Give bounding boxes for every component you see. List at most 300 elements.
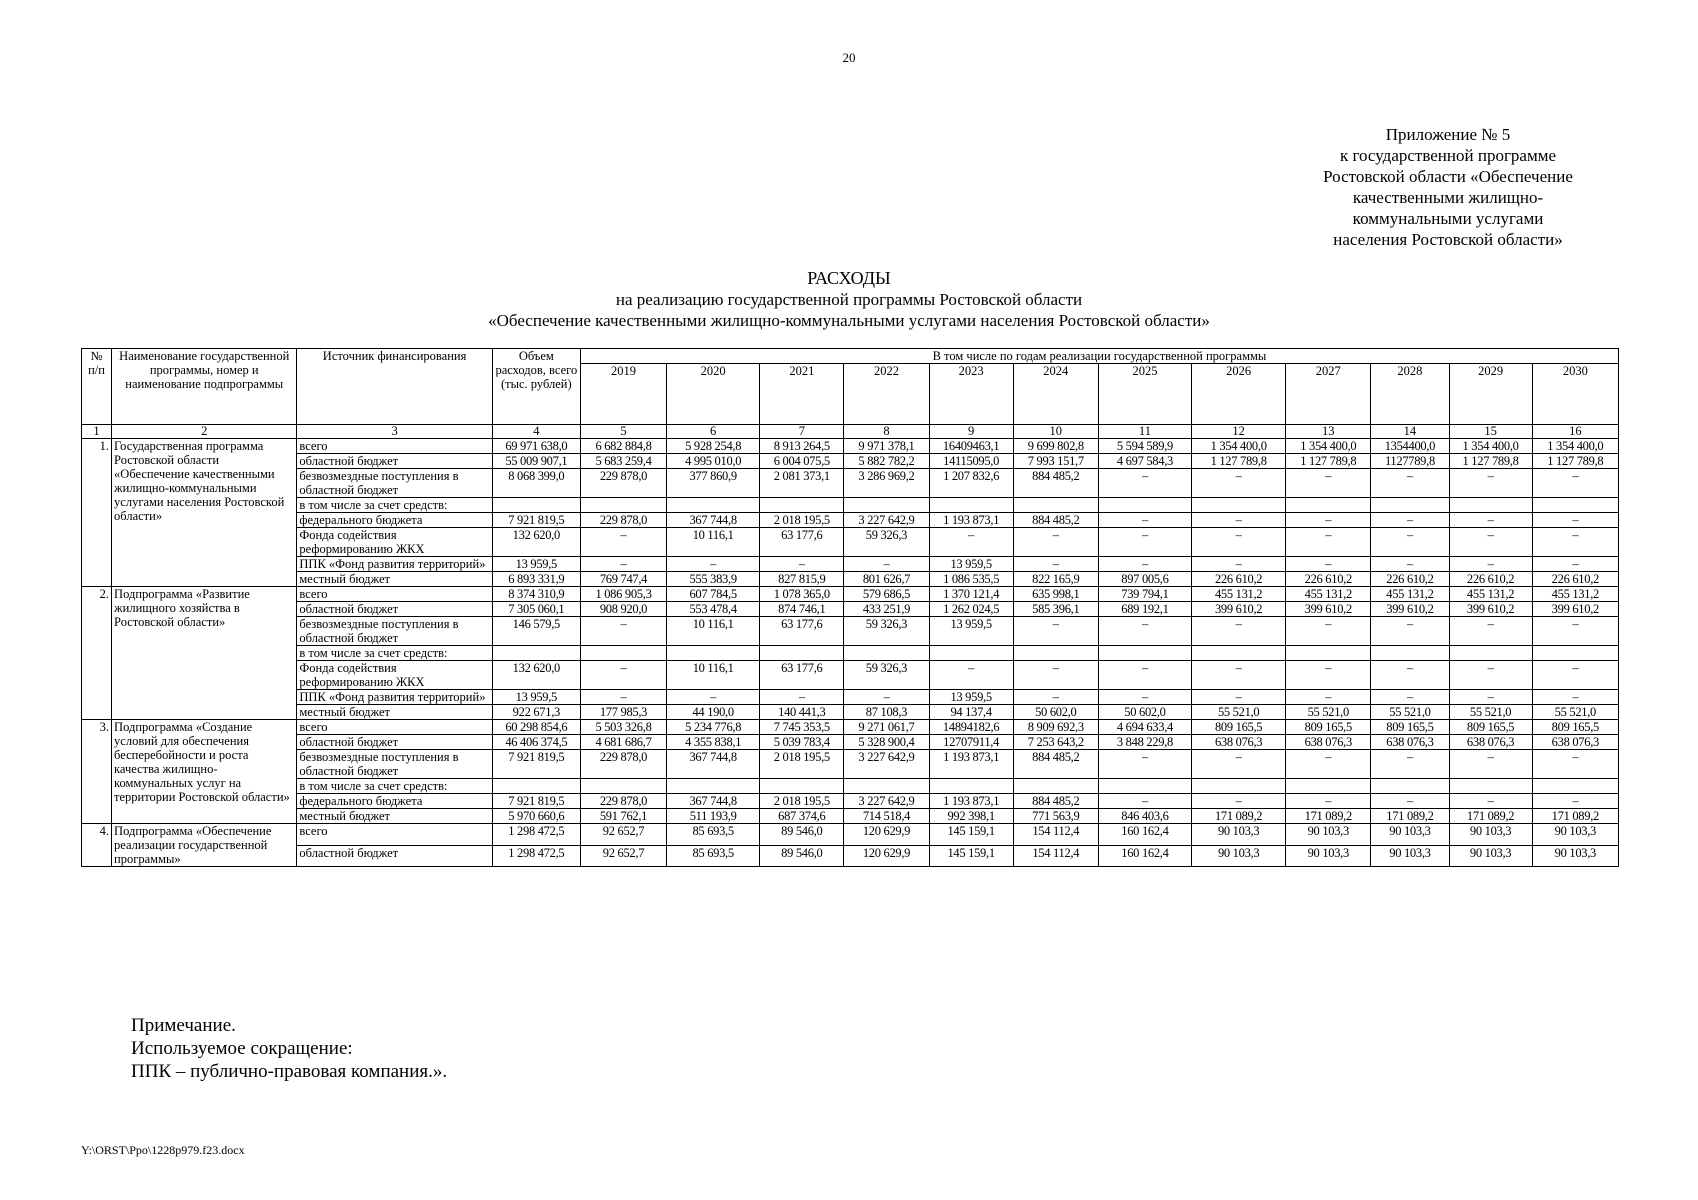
year-value: 50 602,0 <box>1013 705 1098 720</box>
funding-source: местный бюджет <box>297 705 492 720</box>
year-value: – <box>1192 750 1286 779</box>
year-value: – <box>1449 750 1532 779</box>
year-value <box>844 646 929 661</box>
column-number: 8 <box>844 425 929 439</box>
year-value <box>667 498 760 513</box>
year-value: 367 744,8 <box>667 513 760 528</box>
table-row <box>82 824 1619 846</box>
year-value: 160 162,4 <box>1098 824 1191 846</box>
year-value: 5 594 589,9 <box>1098 439 1191 454</box>
year-value: 154 112,4 <box>1013 845 1098 867</box>
year-value: 367 744,8 <box>667 794 760 809</box>
year-value: – <box>1532 617 1618 646</box>
funding-source: в том числе за счет средств: <box>297 779 492 794</box>
year-value: 455 131,2 <box>1371 587 1449 602</box>
year-value: 455 131,2 <box>1532 587 1618 602</box>
year-value: – <box>760 557 844 572</box>
year-value: – <box>1098 513 1191 528</box>
table-row <box>82 439 1619 454</box>
column-number: 6 <box>667 425 760 439</box>
year-value: – <box>1532 661 1618 690</box>
column-number: 14 <box>1371 425 1449 439</box>
year-value: 5 882 782,2 <box>844 454 929 469</box>
year-value: 90 103,3 <box>1532 845 1618 867</box>
year-value <box>667 779 760 794</box>
table-row <box>82 469 1619 498</box>
year-value: 399 610,2 <box>1449 602 1532 617</box>
year-value <box>1286 646 1371 661</box>
funding-source: безвозмездные поступления в областной бюджет <box>297 617 492 646</box>
funding-source: безвозмездные поступления в областной бюджет <box>297 469 492 498</box>
year-value: 63 177,6 <box>760 617 844 646</box>
funding-source: Фонда содействия реформированию ЖКХ <box>297 661 492 690</box>
year-value: – <box>1286 750 1371 779</box>
year-value: 771 563,9 <box>1013 809 1098 824</box>
funding-source: областной бюджет <box>297 602 492 617</box>
year-value: 1 370 121,4 <box>929 587 1013 602</box>
table-row <box>82 557 1619 572</box>
total-value: 7 921 819,5 <box>492 513 580 528</box>
total-value <box>492 646 580 661</box>
year-value: 897 005,6 <box>1098 572 1191 587</box>
year-value: 90 103,3 <box>1192 845 1286 867</box>
year-value: 9 971 378,1 <box>844 439 929 454</box>
year-value: 809 165,5 <box>1449 720 1532 735</box>
year-value: 55 521,0 <box>1532 705 1618 720</box>
year-value: 85 693,5 <box>667 824 760 846</box>
year-value: 13 959,5 <box>929 617 1013 646</box>
year-value: – <box>1192 617 1286 646</box>
table-row <box>82 845 1619 867</box>
year-value: – <box>1098 469 1191 498</box>
row-number: 2. <box>82 587 112 720</box>
year-value <box>760 779 844 794</box>
year-value: 585 396,1 <box>1013 602 1098 617</box>
year-value: 638 076,3 <box>1192 735 1286 750</box>
year-value: – <box>1192 513 1286 528</box>
year-value: 90 103,3 <box>1449 845 1532 867</box>
year-value: – <box>1449 469 1532 498</box>
year-value: 3 227 642,9 <box>844 794 929 809</box>
year-value: – <box>667 690 760 705</box>
total-value: 8 068 399,0 <box>492 469 580 498</box>
year-value: – <box>1013 661 1098 690</box>
year-value <box>760 498 844 513</box>
funding-source: всего <box>297 587 492 602</box>
year-value: 2 081 373,1 <box>760 469 844 498</box>
year-value: 1 193 873,1 <box>929 513 1013 528</box>
year-value <box>1192 646 1286 661</box>
year-value <box>1013 646 1098 661</box>
funding-source: безвозмездные поступления в областной бюджет <box>297 750 492 779</box>
year-value: – <box>1098 617 1191 646</box>
column-number: 1 <box>82 425 112 439</box>
year-value: – <box>1532 750 1618 779</box>
year-value: 63 177,6 <box>760 528 844 557</box>
year-value: 92 652,7 <box>580 824 666 846</box>
year-value: – <box>1371 528 1449 557</box>
year-value: 635 998,1 <box>1013 587 1098 602</box>
funding-source: федерального бюджета <box>297 794 492 809</box>
year-value: 120 629,9 <box>844 824 929 846</box>
year-value: 7 253 643,2 <box>1013 735 1098 750</box>
year-value <box>1192 779 1286 794</box>
year-value <box>1532 646 1618 661</box>
year-value: – <box>1371 617 1449 646</box>
year-value: 12707911,4 <box>929 735 1013 750</box>
year-value: 1 354 400,0 <box>1532 439 1618 454</box>
year-value: – <box>1192 469 1286 498</box>
year-value: – <box>1286 528 1371 557</box>
title-line: «Обеспечение качественными жилищно-коммунальными услугами населения Ростовской области» <box>488 311 1210 330</box>
row-number: 1. <box>82 439 112 587</box>
year-value: – <box>1532 469 1618 498</box>
year-value: – <box>1286 617 1371 646</box>
year-value: 1 354 400,0 <box>1192 439 1286 454</box>
year-value: – <box>1286 690 1371 705</box>
year-value <box>1371 646 1449 661</box>
year-value: – <box>1371 661 1449 690</box>
year-value: – <box>1371 557 1449 572</box>
year-value: 89 546,0 <box>760 845 844 867</box>
year-value <box>1013 498 1098 513</box>
year-value <box>1098 498 1191 513</box>
year-value: 171 089,2 <box>1532 809 1618 824</box>
year-value: – <box>1098 794 1191 809</box>
year-value: 140 441,3 <box>760 705 844 720</box>
header-source: Источник финансирования <box>297 349 492 425</box>
year-value: 809 165,5 <box>1532 720 1618 735</box>
year-value: – <box>1192 794 1286 809</box>
year-value: 884 485,2 <box>1013 469 1098 498</box>
year-value: 3 227 642,9 <box>844 513 929 528</box>
year-value: 638 076,3 <box>1286 735 1371 750</box>
year-value: 1 127 789,8 <box>1286 454 1371 469</box>
year-value <box>667 646 760 661</box>
table-row <box>82 779 1619 794</box>
year-value: 55 521,0 <box>1286 705 1371 720</box>
year-value: 1 354 400,0 <box>1449 439 1532 454</box>
header-year: 2028 <box>1371 364 1449 425</box>
year-value: 229 878,0 <box>580 794 666 809</box>
year-value: 1 207 832,6 <box>929 469 1013 498</box>
year-value: 14115095,0 <box>929 454 1013 469</box>
year-value: 1 078 365,0 <box>760 587 844 602</box>
year-value: 3 848 229,8 <box>1098 735 1191 750</box>
year-value: 226 610,2 <box>1192 572 1286 587</box>
total-value <box>492 779 580 794</box>
year-value: 90 103,3 <box>1286 824 1371 846</box>
year-value: 50 602,0 <box>1098 705 1191 720</box>
header-name: Наименование государственной программы, номер и наименование подпрограммы <box>112 349 297 425</box>
year-value: – <box>760 690 844 705</box>
funding-source: федерального бюджета <box>297 513 492 528</box>
year-value: – <box>1286 794 1371 809</box>
year-value <box>760 646 844 661</box>
year-value: – <box>1449 528 1532 557</box>
year-value: 1127789,8 <box>1371 454 1449 469</box>
year-value: 455 131,2 <box>1192 587 1286 602</box>
year-value: 59 326,3 <box>844 528 929 557</box>
year-value: 90 103,3 <box>1449 824 1532 846</box>
funding-source: ППК «Фонд развития территорий» <box>297 690 492 705</box>
year-value: 1354400,0 <box>1371 439 1449 454</box>
year-value: – <box>1532 513 1618 528</box>
year-value: – <box>929 528 1013 557</box>
year-value: 4 694 633,4 <box>1098 720 1191 735</box>
table-row <box>82 617 1619 646</box>
year-value: 177 985,3 <box>580 705 666 720</box>
year-value: 992 398,1 <box>929 809 1013 824</box>
year-value: 89 546,0 <box>760 824 844 846</box>
total-value: 1 298 472,5 <box>492 824 580 846</box>
year-value: – <box>1371 690 1449 705</box>
year-value <box>1449 646 1532 661</box>
year-value: – <box>1532 557 1618 572</box>
total-value: 55 009 907,1 <box>492 454 580 469</box>
table-row <box>82 513 1619 528</box>
column-number: 15 <box>1449 425 1532 439</box>
total-value: 7 921 819,5 <box>492 794 580 809</box>
table-row <box>82 809 1619 824</box>
header-year: 2025 <box>1098 364 1191 425</box>
column-number: 11 <box>1098 425 1191 439</box>
header-year: 2022 <box>844 364 929 425</box>
year-value: 5 683 259,4 <box>580 454 666 469</box>
year-value: – <box>1013 557 1098 572</box>
year-value: 1 354 400,0 <box>1286 439 1371 454</box>
year-value: 85 693,5 <box>667 845 760 867</box>
table-row <box>82 750 1619 779</box>
year-value: 90 103,3 <box>1286 845 1371 867</box>
table-row <box>82 794 1619 809</box>
year-value: 739 794,1 <box>1098 587 1191 602</box>
table-row <box>82 646 1619 661</box>
year-value: 171 089,2 <box>1192 809 1286 824</box>
year-value <box>929 498 1013 513</box>
year-value: – <box>1532 794 1618 809</box>
year-value: 769 747,4 <box>580 572 666 587</box>
column-number: 12 <box>1192 425 1286 439</box>
year-value: 92 652,7 <box>580 845 666 867</box>
appendix-header <box>1278 124 1618 250</box>
year-value: 90 103,3 <box>1371 824 1449 846</box>
year-value: – <box>1532 690 1618 705</box>
program-name: Подпрограмма «Развитие жилищного хозяйства в Ростовской области» <box>112 587 297 720</box>
year-value: 874 746,1 <box>760 602 844 617</box>
year-value: 884 485,2 <box>1013 513 1098 528</box>
total-value: 132 620,0 <box>492 528 580 557</box>
header-year: 2030 <box>1532 364 1618 425</box>
page-number: 20 <box>842 50 856 65</box>
year-value: 687 374,6 <box>760 809 844 824</box>
year-value: 809 165,5 <box>1286 720 1371 735</box>
year-value: 59 326,3 <box>844 617 929 646</box>
year-value: – <box>1449 617 1532 646</box>
year-value: 884 485,2 <box>1013 750 1098 779</box>
year-value: – <box>1449 794 1532 809</box>
year-value: 367 744,8 <box>667 750 760 779</box>
year-value: 1 086 905,3 <box>580 587 666 602</box>
year-value: – <box>1098 557 1191 572</box>
total-value: 13 959,5 <box>492 557 580 572</box>
year-value: – <box>844 557 929 572</box>
year-value: 399 610,2 <box>1371 602 1449 617</box>
year-value: – <box>844 690 929 705</box>
year-value: 10 116,1 <box>667 661 760 690</box>
year-value <box>1098 779 1191 794</box>
year-value: 14894182,6 <box>929 720 1013 735</box>
column-number: 9 <box>929 425 1013 439</box>
header-year: 2024 <box>1013 364 1098 425</box>
total-value: 46 406 374,5 <box>492 735 580 750</box>
year-value: – <box>1286 557 1371 572</box>
year-value: 55 521,0 <box>1192 705 1286 720</box>
year-value: 1 127 789,8 <box>1449 454 1532 469</box>
year-value: 607 784,5 <box>667 587 760 602</box>
year-value: 55 521,0 <box>1371 705 1449 720</box>
year-value: 2 018 195,5 <box>760 750 844 779</box>
year-value: 13 959,5 <box>929 690 1013 705</box>
year-value: – <box>1371 750 1449 779</box>
year-value <box>1449 779 1532 794</box>
year-value: 809 165,5 <box>1371 720 1449 735</box>
year-value: 7 745 353,5 <box>760 720 844 735</box>
year-value: 2 018 195,5 <box>760 513 844 528</box>
year-value: 4 681 686,7 <box>580 735 666 750</box>
appendix-line: населения Ростовской области» <box>1333 230 1563 249</box>
column-number: 7 <box>760 425 844 439</box>
year-value: – <box>1192 690 1286 705</box>
year-value: 553 478,4 <box>667 602 760 617</box>
year-value: 8 909 692,3 <box>1013 720 1098 735</box>
year-value: 55 521,0 <box>1449 705 1532 720</box>
year-value: – <box>1013 617 1098 646</box>
year-value: 229 878,0 <box>580 469 666 498</box>
total-value: 146 579,5 <box>492 617 580 646</box>
year-value: 229 878,0 <box>580 513 666 528</box>
year-value: 145 159,1 <box>929 845 1013 867</box>
year-value: 9 271 061,7 <box>844 720 929 735</box>
header-num: № п/п <box>82 349 112 425</box>
header-year: 2027 <box>1286 364 1371 425</box>
year-value <box>1532 498 1618 513</box>
table-row <box>82 690 1619 705</box>
column-number: 5 <box>580 425 666 439</box>
year-value: 511 193,9 <box>667 809 760 824</box>
row-number: 3. <box>82 720 112 824</box>
column-number: 4 <box>492 425 580 439</box>
year-value: 4 995 010,0 <box>667 454 760 469</box>
year-value: – <box>1286 513 1371 528</box>
program-name: Подпрограмма «Обеспечение реализации государственной программы» <box>112 824 297 867</box>
header-years-group: В том числе по годам реализации государственной программы <box>580 349 1618 364</box>
column-number: 3 <box>297 425 492 439</box>
header-volume: Объем расходов, всего (тыс. рублей) <box>492 349 580 425</box>
appendix-line: качественными жилищно- <box>1352 188 1544 207</box>
year-value: – <box>1098 661 1191 690</box>
document-title <box>0 268 1698 331</box>
program-name: Государственная программа Ростовской области «Обеспечение качественными жилищно-коммунальными услугами населения Ростовской области» <box>112 439 297 587</box>
year-value: 171 089,2 <box>1286 809 1371 824</box>
year-value: 377 860,9 <box>667 469 760 498</box>
total-value <box>492 498 580 513</box>
year-value <box>1371 498 1449 513</box>
table-row <box>82 454 1619 469</box>
year-value: 5 234 776,8 <box>667 720 760 735</box>
year-value: – <box>1098 690 1191 705</box>
year-value: 9 699 802,8 <box>1013 439 1098 454</box>
year-value: 154 112,4 <box>1013 824 1098 846</box>
year-value <box>1286 498 1371 513</box>
year-value: 4 355 838,1 <box>667 735 760 750</box>
year-value: 3 286 969,2 <box>844 469 929 498</box>
year-value: 801 626,7 <box>844 572 929 587</box>
year-value: – <box>667 557 760 572</box>
year-value: – <box>580 617 666 646</box>
total-value: 922 671,3 <box>492 705 580 720</box>
total-value: 7 305 060,1 <box>492 602 580 617</box>
year-value: – <box>1098 750 1191 779</box>
year-value: – <box>1371 469 1449 498</box>
year-value: 2 018 195,5 <box>760 794 844 809</box>
year-value: 229 878,0 <box>580 750 666 779</box>
year-value: 399 610,2 <box>1286 602 1371 617</box>
year-value: 13 959,5 <box>929 557 1013 572</box>
table-row <box>82 735 1619 750</box>
year-value: 714 518,4 <box>844 809 929 824</box>
year-value: 1 127 789,8 <box>1532 454 1618 469</box>
row-number: 4. <box>82 824 112 867</box>
year-value <box>929 779 1013 794</box>
funding-source: всего <box>297 720 492 735</box>
header-year: 2021 <box>760 364 844 425</box>
funding-source: областной бюджет <box>297 735 492 750</box>
year-value <box>580 646 666 661</box>
total-value: 5 970 660,6 <box>492 809 580 824</box>
funding-source: ППК «Фонд развития территорий» <box>297 557 492 572</box>
column-number: 16 <box>1532 425 1618 439</box>
year-value: 3 227 642,9 <box>844 750 929 779</box>
year-value: 827 815,9 <box>760 572 844 587</box>
table-row <box>82 661 1619 690</box>
column-number: 13 <box>1286 425 1371 439</box>
year-value: 555 383,9 <box>667 572 760 587</box>
year-value: 591 762,1 <box>580 809 666 824</box>
total-value: 60 298 854,6 <box>492 720 580 735</box>
year-value: 638 076,3 <box>1532 735 1618 750</box>
year-value: 90 103,3 <box>1192 824 1286 846</box>
year-value: 5 928 254,8 <box>667 439 760 454</box>
year-value: – <box>1532 528 1618 557</box>
funding-source: местный бюджет <box>297 572 492 587</box>
year-value: 809 165,5 <box>1192 720 1286 735</box>
table-row <box>82 498 1619 513</box>
total-value: 132 620,0 <box>492 661 580 690</box>
year-value: – <box>1449 661 1532 690</box>
note-line: Используемое сокращение: <box>131 1038 353 1059</box>
total-value: 8 374 310,9 <box>492 587 580 602</box>
year-value <box>1532 779 1618 794</box>
year-value: – <box>580 661 666 690</box>
funding-source: в том числе за счет средств: <box>297 646 492 661</box>
year-value: 884 485,2 <box>1013 794 1098 809</box>
funding-source: в том числе за счет средств: <box>297 498 492 513</box>
year-value: 8 913 264,5 <box>760 439 844 454</box>
year-value: 171 089,2 <box>1371 809 1449 824</box>
funding-source: Фонда содействия реформированию ЖКХ <box>297 528 492 557</box>
year-value <box>1449 498 1532 513</box>
